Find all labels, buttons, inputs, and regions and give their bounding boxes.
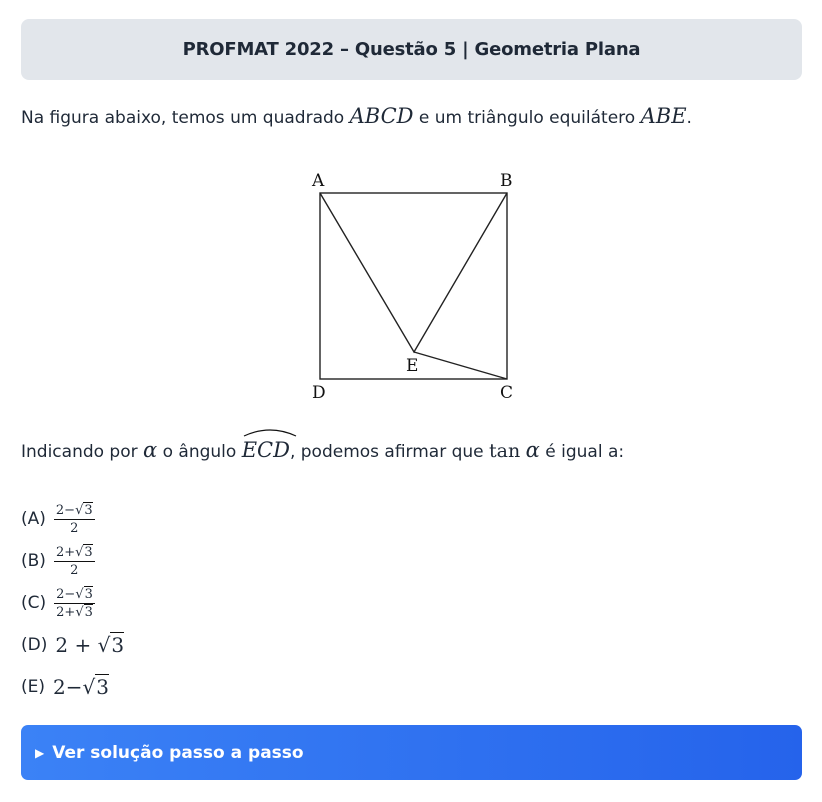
triangle-abe xyxy=(320,193,507,352)
label-a: A xyxy=(312,171,325,191)
view-solution-label: Ver solução passo a passo xyxy=(52,742,304,763)
math-angle-ecd: ECD xyxy=(242,430,290,472)
option-c[interactable]: (C) $\frac{2-√3}{2+√3}$ xyxy=(21,586,93,620)
fraction-a: $\frac{2-√3}{2}$ xyxy=(55,502,93,536)
triangle-right-icon: ▶ xyxy=(35,745,45,760)
geometry-figure xyxy=(300,165,530,410)
label-d: D xyxy=(312,383,326,403)
option-e[interactable]: (E) 2−√3 xyxy=(21,675,109,699)
fraction-b: $\frac{2+√3}{2}$ xyxy=(55,544,93,578)
option-a[interactable]: (A) $\frac{2-√3}{2}$ xyxy=(21,502,93,536)
answer-options xyxy=(21,498,124,708)
header-bar xyxy=(21,19,802,80)
math-square: ABCD xyxy=(349,104,414,128)
view-solution-button[interactable] xyxy=(21,725,802,780)
label-c: C xyxy=(500,383,514,403)
label-e: E xyxy=(406,356,419,376)
intro-text: Na figura abaixo, temos um quadrado ABCD e um triângulo equilátero ABE. xyxy=(21,104,692,128)
label-b: B xyxy=(500,171,513,191)
fraction-c: $\frac{2-√3}{2+√3}$ xyxy=(56,586,93,620)
question-text: Indicando por α o ângulo ECD, podemos afirmar que tan α é igual a: xyxy=(21,430,624,472)
math-triangle: ABE xyxy=(640,104,687,128)
page-title: PROFMAT 2022 – Questão 5 | Geometria Plana xyxy=(182,39,641,60)
arc-hat-icon xyxy=(242,427,298,437)
square-triangle-diagram xyxy=(300,165,530,410)
option-d[interactable]: (D) 2 + √3 xyxy=(21,633,125,657)
option-b[interactable]: (B) $\frac{2+√3}{2}$ xyxy=(21,544,93,578)
segment-ec xyxy=(414,352,507,379)
math-alpha-2: α xyxy=(525,438,540,462)
math-tan: tan xyxy=(489,440,521,462)
math-alpha: α xyxy=(143,438,158,462)
expression-e: 2−√3 xyxy=(53,675,109,699)
expression-d: 2 + √3 xyxy=(55,633,125,657)
